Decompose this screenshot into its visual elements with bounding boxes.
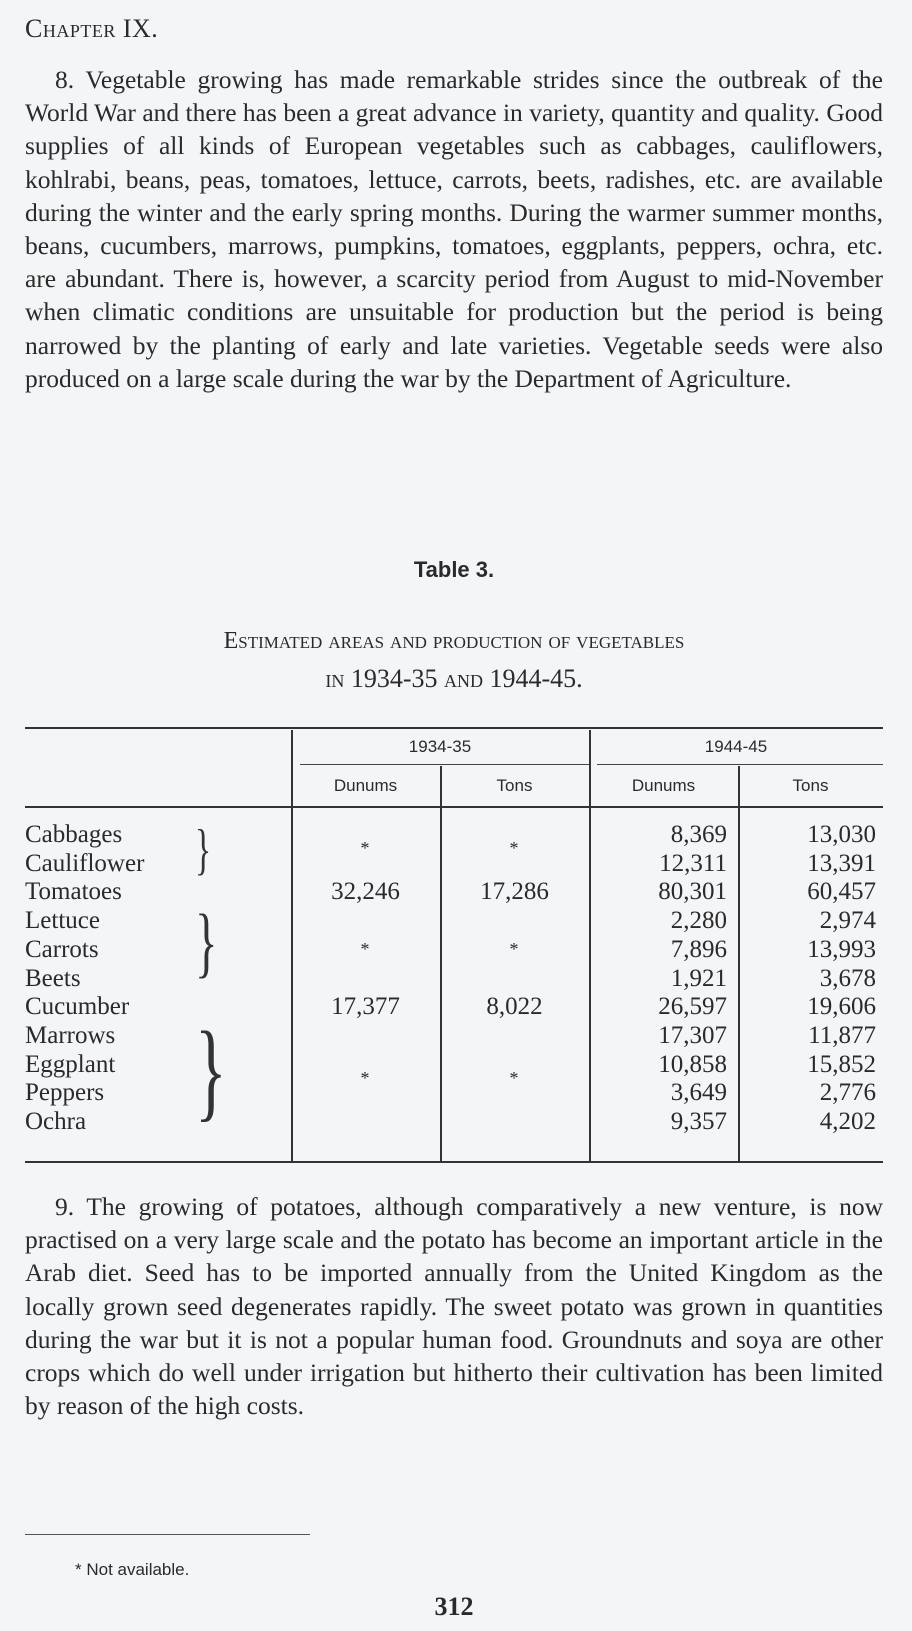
paragraph-8: 8. Vegetable growing has made remarkable strides since the outbreak of the World War and there has been a great advance in variety, quantity and quality. Good supplies of all kinds of European vegetables such as cabbages, cauliflowers, kohlrabi, beans, peas, tomatoes, lettuce, carrots, beets, radishes, etc. are available during the winter and the early spring months. During the warmer summer months, beans, cucumbers, marrows, pumpkins, tomatoes, eggplants, peppers, ochra, etc. are abundant. There is, however, a scarcity period from August to mid-November when climatic conditions are unsuitable for production but the period is being narrowed by the planting of early and late varieties. Vegetable seeds were also produced on a large scale during the war by the Department of Agriculture. (25, 65, 883, 393)
table-title-line2: in 1934-35 and 1944-45. (325, 664, 583, 693)
crop-name: Cucumber (25, 993, 130, 1021)
footnote: * Not available. (75, 1560, 190, 1579)
tons-1944-cell: 13,391 (807, 849, 876, 877)
dunums-1944-cell: 1,921 (670, 964, 727, 992)
crop-name: Carrots (25, 935, 99, 963)
dunums-1944-cell: 10,858 (658, 1050, 727, 1078)
header-tons-1944: Tons (792, 776, 829, 795)
dunums-1944-cell: 3,649 (670, 1079, 727, 1107)
crop-name: Beets (25, 964, 81, 992)
crop-name: Lettuce (25, 907, 100, 935)
page-number: 312 (434, 1592, 474, 1621)
crop-name: Ochra (25, 1108, 87, 1135)
dunums-1944-cell: 80,301 (658, 878, 727, 906)
dunums-1944-cell: 9,357 (670, 1108, 727, 1135)
tons-1934-cell: * (509, 938, 519, 959)
column-divider (440, 766, 442, 1162)
crop-name: Marrows (25, 1021, 116, 1049)
tons-1944-cell: 60,457 (807, 878, 876, 906)
table-top-rule (25, 727, 883, 729)
header-bottom-rule (25, 806, 883, 808)
paragraph-9: 9. The growing of potatoes, although comparatively a new venture, is now practised on a very large scale and the potato has become an important article in the Arab diet. Seed has to be imported annually from the United Kingdom as the locally grown seed degenerates rapidly. The sweet potato was grown in quantities during the war but it is not a popular human food. Groundnuts and soya are other crops which do well under irrigation but hitherto their cultivation has been limited by reason of the high costs. (25, 1192, 883, 1421)
crop-name: Eggplant (25, 1050, 116, 1078)
header-dunums-1944: Dunums (631, 776, 696, 795)
dunums-1944-cell: 2,280 (670, 907, 727, 935)
dunums-1934-cell: 32,246 (331, 878, 400, 906)
dunums-1934-cell: 17,377 (331, 993, 400, 1021)
crop-name: Cauliflower (25, 849, 145, 877)
dunums-1944-cell: 7,896 (670, 935, 727, 963)
tons-1934-cell: 17,286 (480, 878, 549, 906)
period-rule-1934 (300, 764, 590, 765)
footnote-rule (25, 1534, 310, 1535)
tons-1944-cell: 4,202 (819, 1108, 876, 1135)
header-dunums-1934: Dunums (333, 776, 398, 795)
tons-1944-cell: 3,678 (819, 964, 876, 992)
tons-1934-cell: * (509, 1067, 519, 1088)
dunums-1944-cell: 26,597 (658, 993, 727, 1021)
dunums-1934-cell: * (360, 938, 370, 959)
tons-1934-cell: 8,022 (486, 993, 543, 1021)
tons-1944-cell: 13,030 (807, 821, 876, 848)
crop-name: Peppers (25, 1079, 105, 1107)
group-brace: } (195, 1009, 227, 1131)
crop-name: Cabbages (25, 821, 123, 848)
crop-name: Tomatoes (25, 878, 122, 906)
tons-1944-cell: 11,877 (808, 1021, 876, 1049)
tons-1944-cell: 2,776 (819, 1079, 876, 1107)
period-rule-1944 (597, 764, 883, 765)
dunums-1944-cell: 12,311 (659, 849, 727, 877)
dunums-1934-cell: * (360, 1067, 370, 1088)
header-period-1944: 1944-45 (704, 737, 768, 756)
chapter-heading: Chapter IX. (25, 14, 159, 43)
tons-1944-cell: 15,852 (807, 1050, 876, 1078)
dunums-1944-cell: 17,307 (658, 1021, 727, 1049)
header-tons-1934: Tons (496, 776, 533, 795)
table-title-line1: Estimated areas and production of vegetables (223, 628, 685, 654)
tons-1944-cell: 13,993 (807, 935, 876, 963)
tons-1934-cell: * (509, 838, 519, 859)
tons-1944-cell: 2,974 (819, 907, 876, 935)
table-number: Table 3. (413, 557, 495, 582)
group-brace: } (195, 819, 212, 881)
dunums-1934-cell: * (360, 838, 370, 859)
header-period-1934: 1934-35 (408, 737, 472, 756)
group-brace: } (195, 898, 218, 985)
table-bottom-rule (25, 1161, 883, 1163)
tons-1944-cell: 19,606 (807, 993, 876, 1021)
dunums-1944-cell: 8,369 (670, 821, 727, 848)
